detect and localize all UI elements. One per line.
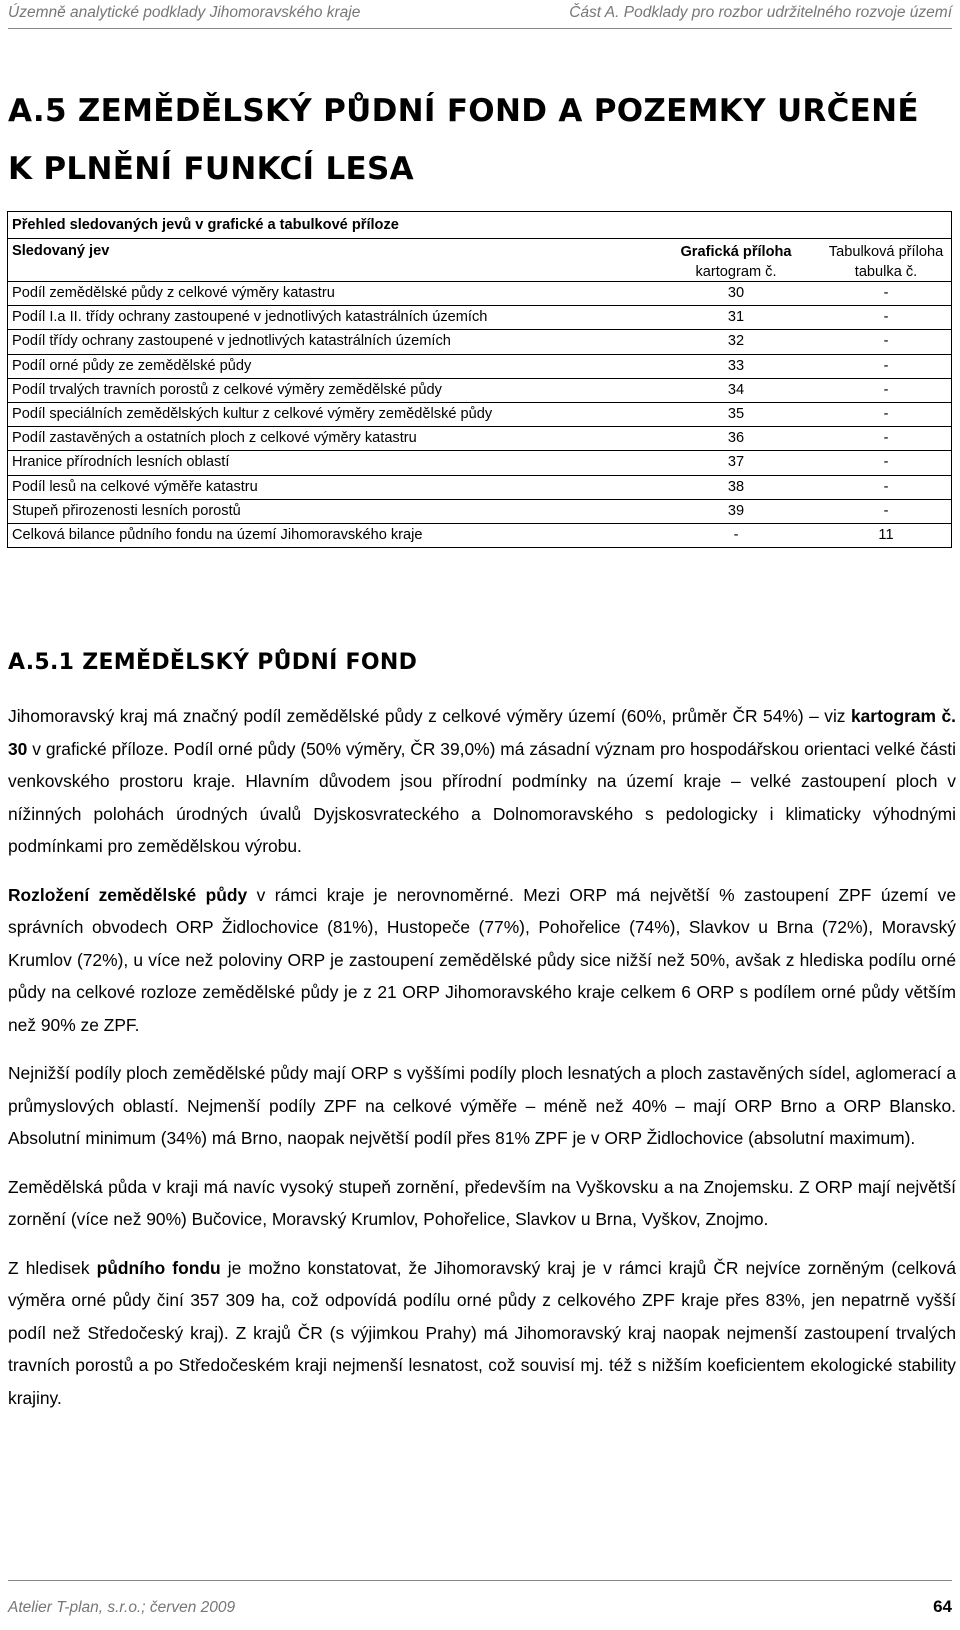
row-label: Podíl zemědělské půdy z celkové výměry katastru [12, 285, 335, 301]
page-header [8, 4, 952, 29]
paragraph-3: Nejnižší podíly ploch zemědělské půdy mají ORP s vyššími podíly ploch lesnatých a ploch zastavěných sídel, aglomerací a průmyslových oblastí. Nejmenší podíly ZPF na celkové výměře – méně než 40% – mají ORP Brno a ORP Blansko. Absolutní minimum (34%) má Brno, naopak největší podíl přes 81% ZPF je v ORP Židlochovice (absolutní maximum). [8, 1063, 956, 1148]
row-label: Celková bilance půdního fondu na území Jihomoravského kraje [12, 526, 423, 543]
row-table-number: - [883, 285, 889, 301]
paragraph-1-text-a: Jihomoravský kraj má značný podíl zemědělské půdy z celkové výměry území (60%, průměr ČR 54%) – viz [8, 706, 851, 726]
table-row [8, 403, 951, 427]
column-header-table-annex [821, 239, 951, 281]
row-cartogram-number: 30 [727, 285, 745, 301]
column-header-graphic-title: Grafická příloha [680, 244, 792, 260]
row-table-number: 11 [878, 526, 894, 543]
overview-table-header [8, 239, 951, 282]
paragraph-1 [8, 700, 956, 863]
column-header-graphic-sub: kartogram č. [695, 264, 777, 280]
paragraph-2-emphasis: Rozložení zemědělské půdy [8, 884, 248, 905]
row-label: Podíl zastavěných a ostatních ploch z celkové výměry katastru [12, 430, 417, 447]
row-cartogram-number: 34 [727, 381, 745, 398]
row-cartogram-number: 35 [727, 405, 745, 422]
row-table-number: - [883, 309, 889, 326]
row-cartogram-number: 37 [727, 454, 745, 471]
page-number: 64 [933, 1597, 952, 1616]
table-row [8, 306, 951, 330]
paragraph-2-text: v rámci kraje je nerovnoměrné. Mezi ORP má největší % zastoupení ZPF území ve správních obvodech ORP Židlochovice (81%), Hustopeče (77%), Pohořelice (74%), Slavkov u Brna (72%), Moravský Krumlov (72%), u více než poloviny ORP je zastoupení zemědělské půdy sice nižší než 50%, avšak z hlediska podílu orné půdy na celkové rozloze zemědělské půdy je z 21 ORP Jihomoravského kraje celkem 6 ORP s podílem orné půdy větším než 90% ze ZPF. [8, 884, 956, 1035]
header-part-title: Část A. Podklady pro rozbor udržitelného rozvoje území [569, 4, 952, 21]
row-label: Hranice přírodních lesních oblastí [12, 454, 230, 471]
footer-author: Atelier T-plan, s.r.o.; červen 2009 [8, 1599, 236, 1616]
row-label: Podíl I.a II. třídy ochrany zastoupené v jednotlivých katastrálních územích [12, 309, 488, 326]
overview-table [7, 211, 952, 548]
row-table-number: - [883, 333, 889, 350]
column-header-table-sub: tabulka č. [854, 264, 918, 280]
row-label: Podíl třídy ochrany zastoupené v jednotlivých katastrálních územích [12, 333, 451, 350]
row-table-number: - [883, 454, 889, 471]
column-header-graphic-annex [651, 239, 821, 281]
header-document-title: Územně analytické podklady Jihomoravského kraje [8, 4, 361, 21]
row-table-number: - [883, 357, 889, 374]
paragraph-5-emphasis: půdního fondu [96, 1257, 221, 1278]
row-label: Podíl lesů na celkové výměře katastru [12, 478, 258, 495]
section-heading: A.5.1 ZEMĚDĚLSKÝ PŮDNÍ FOND [8, 650, 418, 675]
page-footer [8, 1580, 952, 1617]
row-table-number: - [883, 430, 889, 447]
table-row [8, 282, 951, 306]
paragraph-2 [8, 879, 956, 1042]
table-row [8, 355, 951, 379]
row-table-number: - [883, 381, 889, 398]
row-label: Podíl trvalých travních porostů z celkové výměry zemědělské půdy [12, 381, 442, 398]
column-header-table-title: Tabulková příloha [828, 244, 944, 260]
chapter-heading-line-1: A.5 ZEMĚDĚLSKÝ PŮDNÍ FOND A POZEMKY URČENÉ [8, 93, 919, 129]
table-row [8, 451, 951, 475]
table-row [8, 476, 951, 500]
overview-table-title: Přehled sledovaných jevů v grafické a tabulkové příloze [8, 212, 951, 239]
chapter-heading-line-2: K PLNĚNÍ FUNKCÍ LESA [8, 151, 414, 187]
row-cartogram-number: 33 [727, 357, 745, 374]
row-cartogram-number: 31 [727, 309, 745, 326]
row-table-number: - [883, 502, 889, 519]
paragraph-5-text-a: Z hledisek [8, 1257, 97, 1278]
table-row [8, 427, 951, 451]
row-label: Podíl orné půdy ze zemědělské půdy [12, 357, 252, 374]
chapter-heading [8, 82, 948, 198]
table-row [8, 330, 951, 354]
row-cartogram-number: - [733, 526, 739, 543]
row-cartogram-number: 32 [727, 333, 745, 350]
column-header-phenomenon: Sledovaný jev [12, 243, 110, 259]
section-body [8, 700, 956, 1430]
paragraph-5-text-c: je možno konstatovat, že Jihomoravský kraj je v rámci krajů ČR nejvíce zorněným (celková výměra orné půdy činí 357 309 ha, což odpovídá podílu orné půdy z celkového ZPF kraje přes 83%, jen nepatrně vyšší podíl než Středočeský kraj). Z krajů ČR (s výjimkou Prahy) má Jihomoravský kraj naopak nejmenší zastoupení trvalých travních porostů a po Středočeském kraji nejmenší lesnatost, což souvisí mj. též s nižším koeficientem ekologické stability krajiny. [8, 1257, 957, 1408]
row-label: Stupeň přirozenosti lesních porostů [12, 502, 241, 519]
row-cartogram-number: 38 [727, 478, 745, 495]
row-label: Podíl speciálních zemědělských kultur z celkové výměry zemědělské půdy [12, 405, 493, 422]
row-cartogram-number: 36 [727, 430, 745, 447]
table-row [8, 500, 951, 524]
paragraph-1-text-c: v grafické příloze. Podíl orné půdy (50% výměry, ČR 39,0%) má zásadní význam pro hospodářskou orientaci velké části venkovského prostoru kraje. Hlavním důvodem jsou přírodní podmínky na území kraje – velké zastoupení ploch v nížinných polohách úrodných úvalů Dyjskosvrateckého a Dolnomoravského s pedologicky i klimaticky výhodnými podmínkami pro zemědělskou výrobu. [8, 738, 956, 856]
table-row [8, 524, 951, 547]
table-row [8, 379, 951, 403]
overview-table-body [8, 282, 951, 547]
row-table-number: - [883, 478, 889, 495]
cartogram-reference: kartogram č. 30 [8, 706, 956, 759]
row-table-number: - [883, 405, 889, 422]
row-cartogram-number: 39 [727, 502, 745, 519]
paragraph-4: Zemědělská půda v kraji má navíc vysoký stupeň zornění, především na Vyškovsku a na Znojemsku. Z ORP mají největší zornění (více než 90%) Bučovice, Moravský Krumlov, Pohořelice, Slavkov u Brna, Vyškov, Znojmo. [8, 1176, 956, 1229]
paragraph-5 [8, 1252, 956, 1415]
